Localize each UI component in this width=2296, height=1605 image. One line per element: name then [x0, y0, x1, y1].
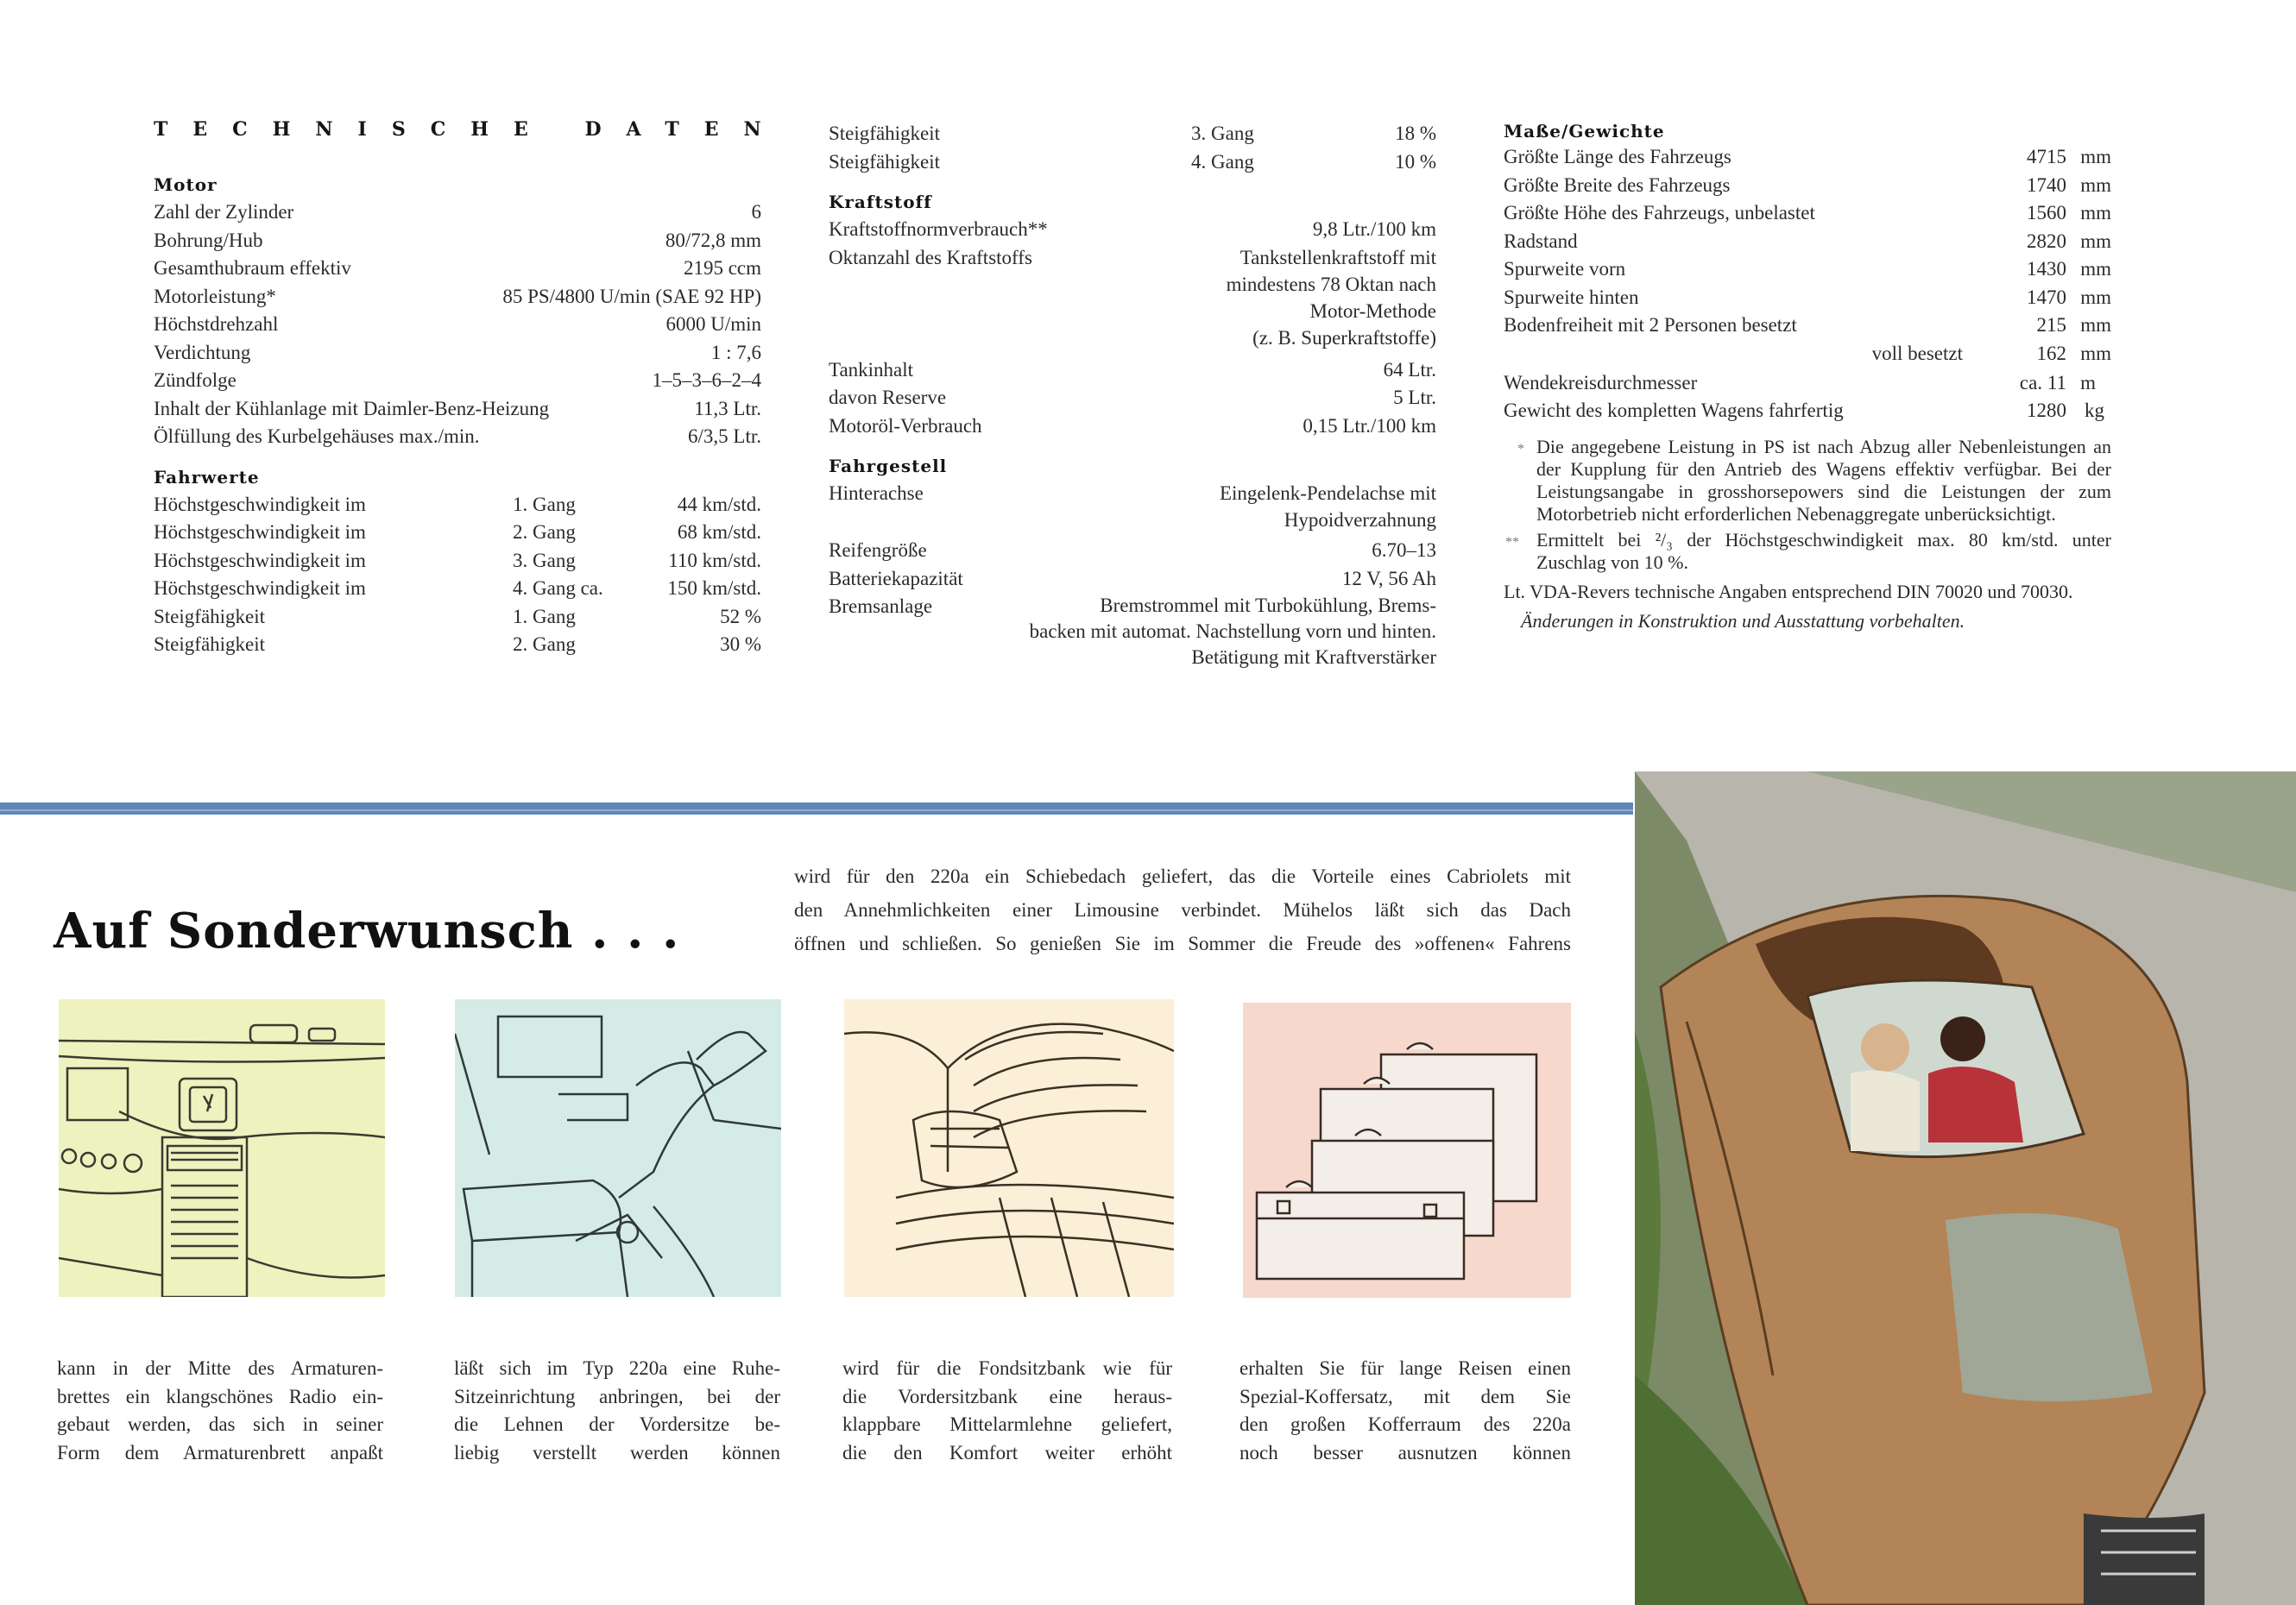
- spec-value: 68 km/std.: [677, 521, 761, 543]
- spec-label: Höchstgeschwindigkeit im: [154, 549, 366, 571]
- spec-unit: mm: [2080, 286, 2111, 308]
- spec-gear: 3. Gang: [1191, 123, 1254, 144]
- spec-label: Reifengröße: [829, 539, 927, 561]
- spec-row-voll: [1504, 340, 2111, 366]
- footnote-mark: *: [1517, 441, 1524, 456]
- spec-value: 6: [751, 201, 761, 223]
- caption-line: gebaut werden, das sich in seiner: [57, 1413, 383, 1435]
- motor-heading: Motor: [154, 174, 218, 195]
- caption-line: liebig verstellt werden können: [454, 1441, 780, 1463]
- caption-line: Spezial-Koffersatz, mit dem Sie: [1239, 1385, 1571, 1407]
- spec-row: [829, 216, 1436, 244]
- spec-unit: mm: [2080, 258, 2111, 280]
- spec-value: 80/72,8 mm: [665, 229, 761, 251]
- spec-value-line: mindestens 78 Oktan nach: [1226, 273, 1436, 295]
- intro-line: den Annehmlichkeiten einer Limousine verbindet. Mühelos läßt sich das Dach: [794, 899, 1571, 921]
- spec-label: Radstand: [1504, 230, 1578, 252]
- vda-note: Lt. VDA-Revers technische Angaben entsprechend DIN 70020 und 70030.: [1504, 580, 2073, 602]
- spec-value: 1740: [2027, 173, 2066, 196]
- spec-label: Höchstgeschwindigkeit im: [154, 521, 366, 543]
- spec-row: [154, 311, 761, 339]
- spec-label: Batteriekapazität: [829, 567, 963, 589]
- spec-label: Motorleistung*: [154, 285, 276, 307]
- spec-label: Bremsanlage: [829, 595, 933, 617]
- spec-label: Größte Höhe des Fahrzeugs, unbelastet: [1504, 202, 1815, 223]
- spec-value-line: Betätigung mit Kraftverstärker: [1191, 646, 1436, 668]
- spec-row-wendekreis: [1504, 369, 2111, 398]
- spec-value: 6000 U/min: [665, 313, 761, 335]
- spec-label: voll besetzt: [1871, 342, 1963, 364]
- spec-row-gewicht: [1504, 397, 2111, 425]
- spec-row: [154, 339, 761, 368]
- spec-row-oktan: [829, 244, 1436, 351]
- spec-value: 162: [2036, 342, 2066, 364]
- spec-gear: 4. Gang: [1191, 150, 1254, 173]
- spec-unit: mm: [2080, 314, 2111, 336]
- spec-value: 150 km/std.: [667, 577, 761, 599]
- spec-label: Spurweite vorn: [1504, 258, 1626, 280]
- caption-line: erhalten Sie für lange Reisen einen: [1239, 1357, 1571, 1379]
- spec-value: 1 : 7,6: [710, 341, 761, 363]
- spec-row: [154, 227, 761, 255]
- changes-note: Änderungen in Konstruktion und Ausstattung vorbehalten.: [1521, 609, 1965, 632]
- spec-label: davon Reserve: [829, 387, 947, 408]
- spec-row: [154, 631, 761, 659]
- spec-row: [154, 519, 761, 547]
- spec-value: 52 %: [720, 605, 761, 627]
- caption-line: Sitzeinrichtung anbringen, bei der: [454, 1385, 780, 1407]
- spec-label: Steigfähigkeit: [154, 605, 266, 627]
- spec-unit: mm: [2080, 202, 2111, 223]
- spec-value: 6.70–13: [1372, 539, 1436, 561]
- spec-label: Zündfolge: [154, 369, 237, 391]
- spec-label: Hinterachse: [829, 482, 924, 504]
- caption-luggage: [1239, 1355, 1571, 1467]
- caption-line: Form dem Armaturenbrett anpaßt: [57, 1441, 383, 1463]
- footnote-2: [1504, 529, 2111, 574]
- spec-value: 215: [2036, 314, 2066, 336]
- fahrgestell-heading: Fahrgestell: [829, 456, 948, 476]
- spec-row: [1504, 284, 2111, 312]
- spec-gear: 3. Gang: [513, 549, 576, 571]
- footnote-mark: **: [1505, 534, 1519, 550]
- spec-row: [154, 491, 761, 519]
- spec-row: [829, 356, 1436, 385]
- specs-column-1: [154, 116, 786, 659]
- caption-line: noch besser ausnutzen können: [1239, 1441, 1571, 1463]
- spec-row-bremsanlage: [829, 593, 1436, 670]
- spec-value: 5 Ltr.: [1393, 387, 1436, 408]
- spec-row: [1504, 143, 2111, 172]
- caption-line: klappbare Mittelarmlehne geliefert,: [842, 1413, 1172, 1435]
- luggage-set-illustration: [1243, 1003, 1571, 1298]
- rear-armrest-illustration: [844, 999, 1174, 1297]
- spec-label: Oktanzahl des Kraftstoffs: [829, 246, 1032, 268]
- sonderwunsch-heading: Auf Sonderwunsch . . .: [54, 903, 680, 960]
- spec-value: 4715: [2027, 146, 2066, 167]
- spec-row: [154, 283, 761, 312]
- spec-label: Ölfüllung des Kurbelgehäuses max./min.: [154, 425, 480, 447]
- spec-label: Inhalt der Kühlanlage mit Daimler-Benz-Heizung: [154, 397, 550, 419]
- spec-value: 2820: [2027, 230, 2066, 252]
- spec-label: Tankinhalt: [829, 358, 914, 381]
- spec-value: 11,3 Ltr.: [694, 397, 761, 419]
- spec-value: 10 %: [1395, 150, 1436, 173]
- spec-gear: 1. Gang: [513, 493, 576, 515]
- spec-label: Höchstdrehzahl: [154, 313, 279, 335]
- spec-value-line: Bremstrommel mit Turbokühlung, Brems-: [1100, 595, 1436, 616]
- caption-line: den großen Kofferraum des 220a: [1239, 1413, 1571, 1435]
- kraftstoff-heading: Kraftstoff: [829, 192, 932, 212]
- caption-line: die Vordersitzbank eine heraus-: [842, 1385, 1172, 1407]
- spec-value: 1560: [2027, 202, 2066, 223]
- spec-unit: mm: [2080, 230, 2111, 252]
- spec-label: Höchstgeschwindigkeit im: [154, 493, 366, 515]
- specs-title: TECHNISCHE DATEN: [154, 118, 786, 141]
- spec-value: 2195 ccm: [683, 257, 761, 279]
- spec-gear: 1. Gang: [513, 605, 576, 627]
- spec-label: Wendekreisdurchmesser: [1504, 371, 1698, 393]
- spec-unit: mm: [2080, 173, 2111, 196]
- caption-radio: [57, 1355, 383, 1467]
- spec-row: [1504, 199, 2111, 228]
- specs-column-2: [829, 120, 1436, 670]
- spec-value-line: Motor-Methode: [1309, 299, 1436, 322]
- spec-value-line: (z. B. Superkraftstoffe): [1252, 326, 1436, 349]
- spec-label: Verdichtung: [154, 341, 251, 363]
- spec-row: [1504, 172, 2111, 200]
- spec-value: 110 km/std.: [668, 549, 761, 571]
- spec-row: [829, 120, 1436, 148]
- spec-unit: m: [2080, 371, 2096, 393]
- spec-row: [829, 537, 1436, 565]
- spec-label: Höchstgeschwindigkeit im: [154, 577, 366, 599]
- spec-row: [154, 603, 761, 632]
- spec-row: [829, 148, 1436, 177]
- spec-value: 44 km/std.: [677, 493, 761, 515]
- spec-label: Größte Breite des Fahrzeugs: [1504, 173, 1731, 196]
- spec-row: [1504, 312, 2111, 340]
- specs-column-3: [1504, 117, 2111, 633]
- caption-line: läßt sich im Typ 220a eine Ruhe-: [454, 1357, 780, 1379]
- spec-value-line: Eingelenk-Pendelachse mit: [1219, 482, 1436, 504]
- spec-value-line: backen mit automat. Nachstellung vorn und hinten.: [1029, 620, 1436, 642]
- spec-unit: kg: [2085, 400, 2104, 421]
- spec-label: Steigfähigkeit: [829, 150, 941, 173]
- caption-line: die Lehnen der Vordersitze be-: [454, 1413, 780, 1435]
- spec-unit: mm: [2080, 146, 2111, 167]
- blue-divider-line: [0, 809, 1633, 811]
- spec-value: 9,8 Ltr./100 km: [1312, 218, 1436, 240]
- spec-value: 12 V, 56 Ah: [1341, 567, 1436, 589]
- spec-row: [154, 198, 761, 227]
- footnote-text: Die angegebene Leistung in PS ist nach Abzug aller Nebenleistungen an der Kupplung für den Antrieb des Wagens effektiv verfügbar. Bei der Leistungsangabe in grosshorsepowers sind die Leistungen der zum Motorbetrieb nicht erforderlichen Nebenaggregate unberücksichtigt.: [1536, 435, 2111, 525]
- spec-value: 1470: [2027, 286, 2066, 308]
- caption-line: brettes ein klangschönes Radio ein-: [57, 1385, 383, 1407]
- spec-unit: mm: [2080, 342, 2111, 364]
- intro-line: öffnen und schließen. So genießen Sie im Sommer die Freude des »offenen« Fahrens: [794, 933, 1571, 954]
- spec-row-hinterachse: [829, 480, 1436, 533]
- blue-divider-band: [0, 802, 1633, 815]
- spec-row: [154, 575, 761, 603]
- masse-heading: Maße/Gewichte: [1504, 121, 1665, 142]
- spec-row: [154, 423, 761, 451]
- footnote-text: Ermittelt bei ²/₃ der Höchstgeschwindigkeit max. 80 km/std. unter Zuschlag von 10 %.: [1536, 528, 2111, 573]
- spec-label: Kraftstoffnormverbrauch**: [829, 218, 1048, 240]
- spec-value: 18 %: [1395, 123, 1436, 144]
- spec-label: Größte Länge des Fahrzeugs: [1504, 146, 1731, 167]
- spec-row: [829, 412, 1436, 441]
- spec-row: [154, 255, 761, 283]
- spec-label: Zahl der Zylinder: [154, 201, 294, 223]
- spec-row: [154, 547, 761, 576]
- spec-row: [1504, 228, 2111, 256]
- spec-label: Bohrung/Hub: [154, 229, 263, 251]
- spec-value: 0,15 Ltr./100 km: [1303, 414, 1436, 437]
- reclining-seat-illustration: [455, 999, 781, 1297]
- fahrwerte-heading: Fahrwerte: [154, 466, 260, 488]
- spec-label: Bodenfreiheit mit 2 Personen besetzt: [1504, 314, 1797, 336]
- spec-label: Steigfähigkeit: [829, 123, 941, 144]
- spec-value: ca. 11: [2019, 371, 2066, 393]
- spec-label: Gewicht des kompletten Wagens fahrfertig: [1504, 400, 1844, 421]
- spec-label: Motoröl-Verbrauch: [829, 414, 982, 437]
- sonderwunsch-intro: [794, 859, 1571, 960]
- spec-row: [829, 565, 1436, 594]
- caption-line: kann in der Mitte des Armaturen-: [57, 1357, 383, 1379]
- spec-label: Gesamthubraum effektiv: [154, 257, 351, 279]
- spec-value: 64 Ltr.: [1383, 358, 1436, 381]
- spec-value: 6/3,5 Ltr.: [688, 425, 761, 447]
- spec-row: [1504, 255, 2111, 284]
- spec-gear: 2. Gang: [513, 633, 576, 655]
- caption-seat: [454, 1355, 780, 1467]
- spec-row: [154, 395, 761, 424]
- caption-armrest: [842, 1355, 1172, 1467]
- spec-label: Spurweite hinten: [1504, 286, 1639, 308]
- spec-value: 1280: [2027, 400, 2066, 421]
- footnote-1: [1504, 436, 2111, 526]
- spec-value: 1–5–3–6–2–4: [652, 369, 761, 391]
- spec-value-line: Hypoidverzahnung: [1284, 509, 1436, 531]
- spec-gear: 4. Gang ca.: [513, 577, 603, 599]
- spec-value: 85 PS/4800 U/min (SAE 92 HP): [502, 285, 761, 307]
- spec-value: 30 %: [720, 633, 761, 655]
- spec-label: Steigfähigkeit: [154, 633, 266, 655]
- radio-illustration: [59, 999, 385, 1297]
- spec-row: [829, 384, 1436, 412]
- spec-row: [154, 367, 761, 395]
- caption-line: die den Komfort weiter erhöht: [842, 1441, 1172, 1463]
- spec-value-line: Tankstellenkraftstoff mit: [1239, 246, 1436, 268]
- spec-value: 1430: [2027, 258, 2066, 280]
- sunroof-car-illustration: [1635, 771, 2296, 1605]
- intro-line: wird für den 220a ein Schiebedach geliefert, das die Vorteile eines Cabriolets mit: [794, 865, 1571, 887]
- spec-gear: 2. Gang: [513, 521, 576, 543]
- caption-line: wird für die Fondsitzbank wie für: [842, 1357, 1172, 1379]
